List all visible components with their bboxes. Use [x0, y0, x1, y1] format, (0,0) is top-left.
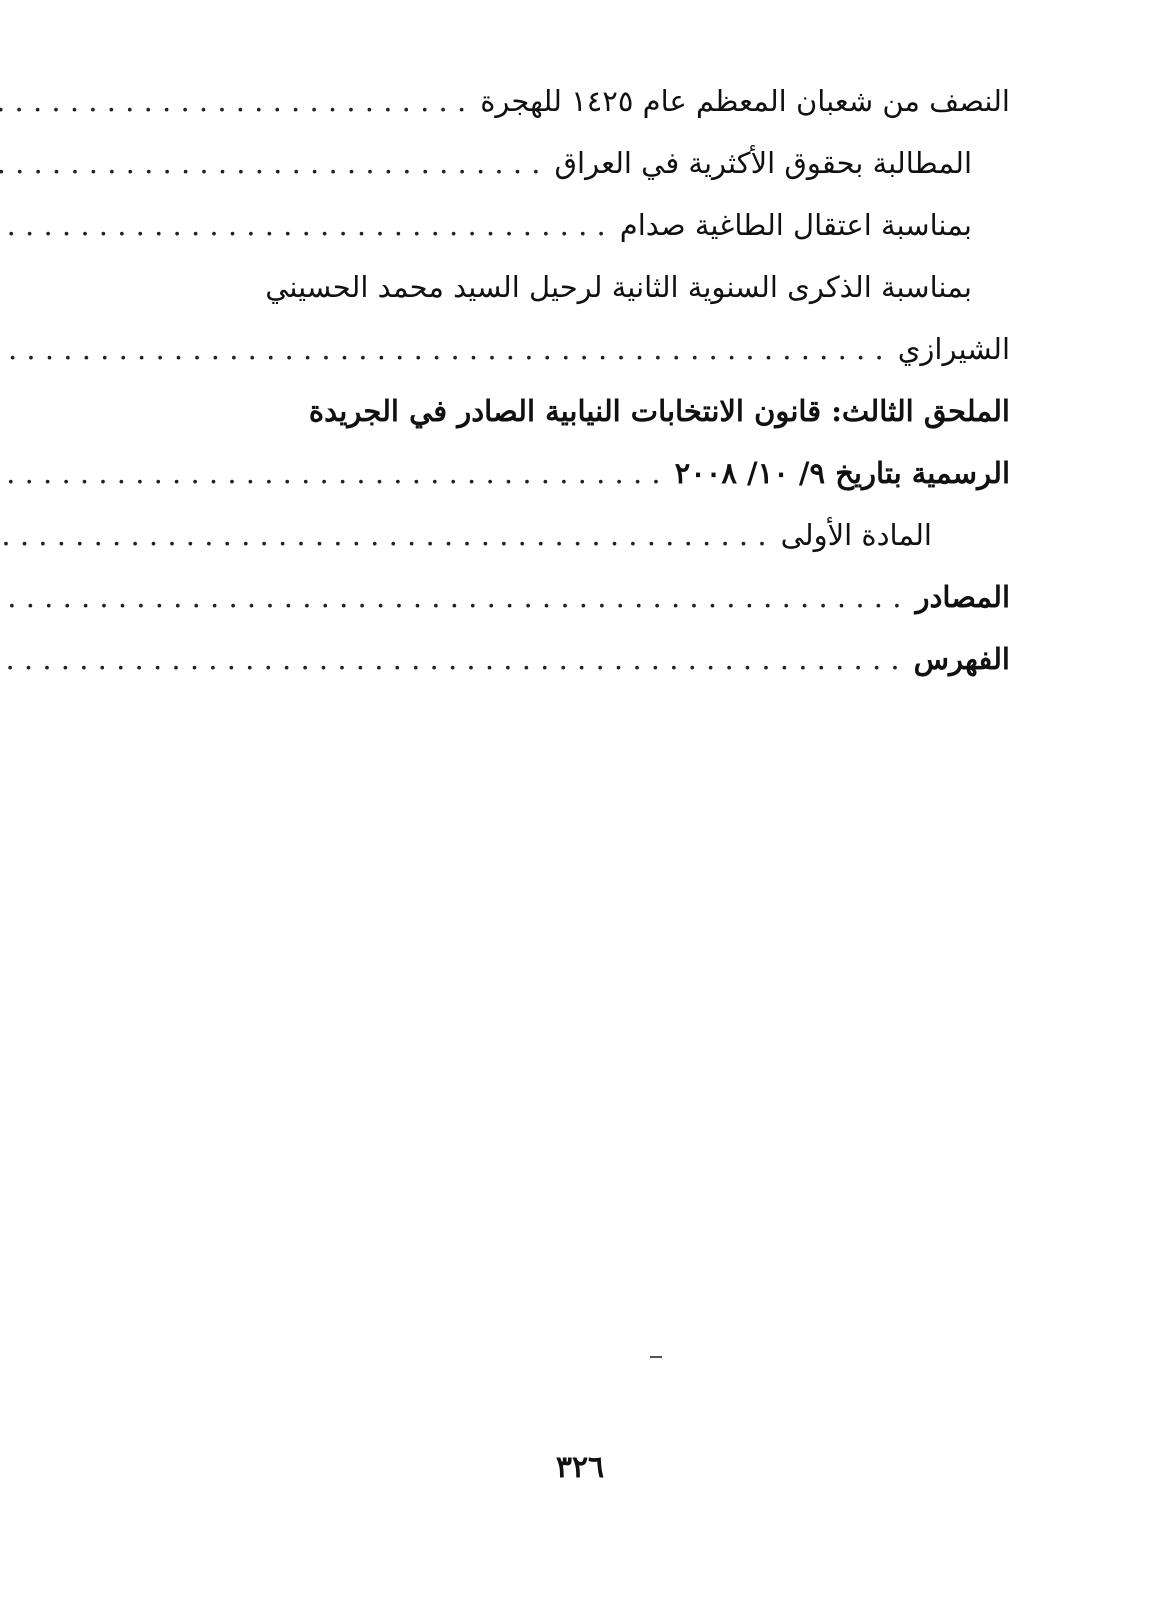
toc-entry-title: الملحق الثالث: قانون الانتخابات النيابية الصادر في الجريدة	[308, 394, 1010, 428]
toc-row	[140, 380, 1010, 442]
dot-leader	[0, 194, 606, 256]
dot-leader	[0, 566, 901, 628]
toc-entry-title: بمناسبة اعتقال الطاغية صدام	[619, 208, 972, 242]
dot-leader	[0, 628, 900, 690]
toc-row	[140, 628, 1010, 690]
toc-entry-title: المادة الأولى	[780, 518, 932, 552]
dot-leader	[0, 442, 661, 504]
toc-entry-title: بمناسبة الذكرى السنوية الثانية لرحيل السيد محمد الحسيني	[265, 270, 972, 304]
toc-row	[140, 442, 1010, 504]
toc-row	[140, 132, 1010, 194]
dot-leader	[0, 70, 466, 132]
dot-leader	[0, 318, 884, 380]
toc-entry-title: المطالبة بحقوق الأكثرية في العراق	[554, 146, 972, 180]
toc-entry-title: المصادر	[915, 580, 1010, 614]
toc-entry-title: الشيرازي	[897, 332, 1010, 366]
toc-row	[140, 566, 1010, 628]
toc-row	[140, 504, 1010, 566]
page-number: ٣٢٦	[555, 1450, 605, 1485]
table-of-contents	[140, 70, 1010, 690]
toc-row	[140, 318, 1010, 380]
dot-leader	[0, 132, 541, 194]
stray-mark	[650, 1356, 662, 1358]
dot-leader	[0, 504, 767, 566]
toc-entry-title: الفهرس	[913, 642, 1010, 676]
toc-entry-title: النصف من شعبان المعظم عام ١٤٢٥ للهجرة	[480, 84, 1010, 118]
toc-row	[140, 70, 1010, 132]
toc-entry-title: الرسمية بتاريخ ٩/ ١٠/ ٢٠٠٨	[674, 456, 1010, 490]
toc-row	[140, 256, 1010, 318]
toc-row	[140, 194, 1010, 256]
